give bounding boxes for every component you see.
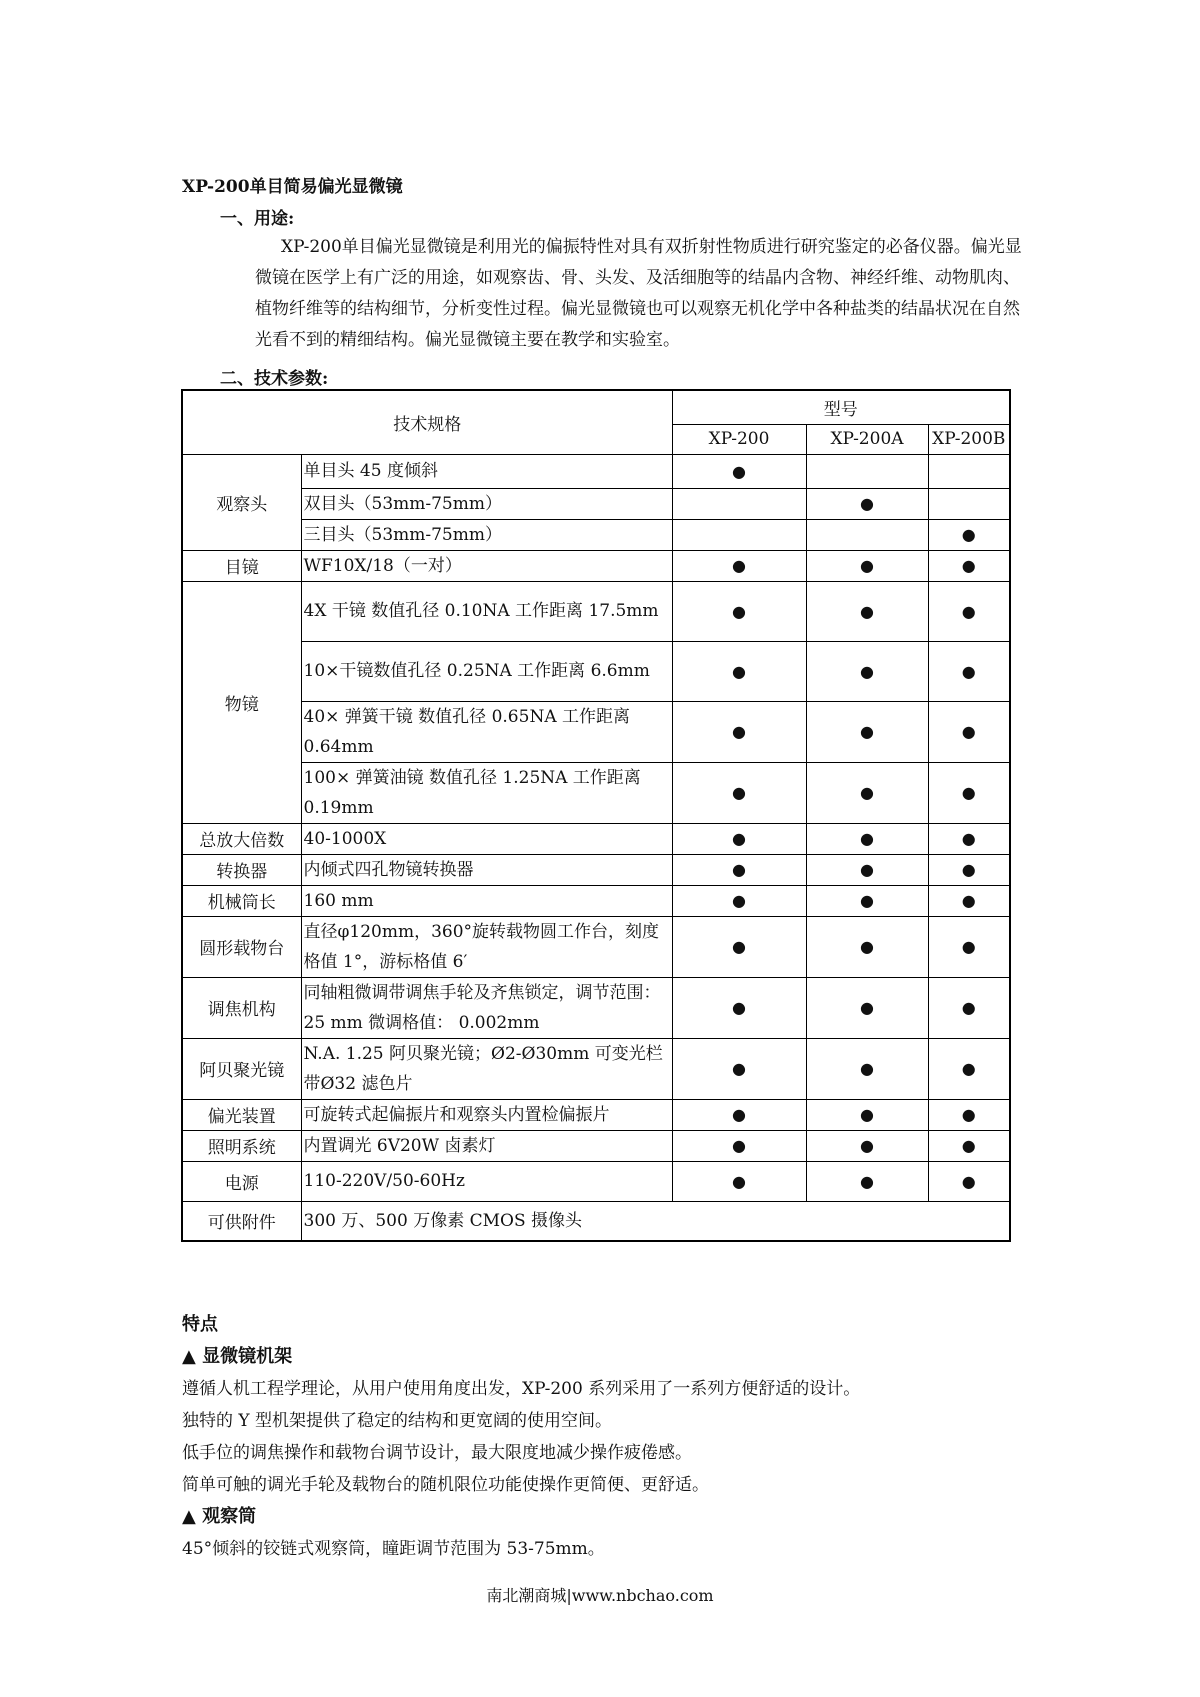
dot-mark-icon: ● [732,661,746,681]
model-1-mark-cell [806,519,928,550]
dot-mark-icon: ● [732,601,746,621]
model-1-header: XP-200A [806,424,928,454]
model-0-mark-cell [672,1130,806,1161]
spec-cell: 内置调光 6V20W 卤素灯 [301,1130,672,1161]
model-2-mark-cell [928,885,1010,916]
group-name-cell: 总放大倍数 [182,823,301,854]
spec-cell: 双目头（53mm-75mm） [301,488,672,519]
spec-cell: 40-1000X [301,823,672,854]
dot-mark-icon: ● [961,1136,976,1155]
dot-mark-icon: ● [860,556,874,575]
model-2-mark-cell [928,488,1010,519]
model-0-mark-cell [672,641,806,701]
dot-mark-icon: ● [860,494,874,513]
table-row [182,581,1010,641]
model-0-mark-cell [672,1038,806,1099]
dot-mark-icon: ● [860,661,874,681]
model-0-mark-cell [672,454,806,488]
group-name-cell: 照明系统 [182,1130,301,1161]
table-row [182,550,1010,581]
dot-mark-icon: ● [860,891,874,910]
dot-mark-icon: ● [732,860,746,879]
dot-mark-icon: ● [860,998,874,1017]
dot-mark-icon: ● [860,1136,874,1155]
dot-mark-icon: ● [732,1105,746,1124]
table-row [182,454,1010,488]
spec-cell: 160 mm [301,885,672,916]
spec-cell: 100× 弹簧油镜 数值孔径 1.25NA 工作距离 0.19mm [301,762,672,823]
group-name-cell: 偏光装置 [182,1099,301,1130]
spec-cell: 直径φ120mm，360°旋转载物圆工作台，刻度格值 1°，游标格值 6′ [301,916,672,977]
table-row [182,1038,1010,1099]
table-row [182,916,1010,977]
feature-heading: ▲ 显微镜机架 [182,1346,293,1367]
model-2-mark-cell [928,854,1010,885]
model-0-mark-cell [672,885,806,916]
model-2-mark-cell [928,1161,1010,1201]
dot-mark-icon: ● [860,1171,874,1191]
model-1-mark-cell [806,885,928,916]
feature-line: 45°倾斜的铰链式观察筒，瞳距调节范围为 53-75mm。 [182,1539,605,1559]
group-name-cell: 阿贝聚光镜 [182,1038,301,1099]
model-1-mark-cell [806,823,928,854]
spec-cell: 可旋转式起偏振片和观察头内置检偏振片 [301,1099,672,1130]
dot-mark-icon: ● [732,998,746,1017]
features-title: 特点 [182,1314,218,1335]
spec-cell: 同轴粗微调带调焦手轮及齐焦锁定，调节范围：25 mm 微调格值： 0.002mm [301,977,672,1038]
table-row [182,701,1010,762]
group-name-cell: 机械筒长 [182,885,301,916]
spec-cell: 4X 干镜 数值孔径 0.10NA 工作距离 17.5mm [301,581,672,641]
model-1-mark-cell [806,854,928,885]
model-0-mark-cell [672,1099,806,1130]
dot-mark-icon: ● [732,461,746,481]
dot-mark-icon: ● [860,601,874,621]
model-2-mark-cell [928,641,1010,701]
table-row [182,1130,1010,1161]
model-0-mark-cell [672,488,806,519]
model-0-mark-cell [672,854,806,885]
table-row [182,519,1010,550]
dot-mark-icon: ● [860,829,874,848]
dot-mark-icon: ● [961,860,976,879]
dot-mark-icon: ● [961,525,976,544]
group-name-cell: 调焦机构 [182,977,301,1038]
spec-cell: 单目头 45 度倾斜 [301,454,672,488]
model-1-mark-cell [806,1130,928,1161]
dot-mark-icon: ● [732,829,746,848]
model-0-header: XP-200 [672,424,806,454]
accessory-spec-cell: 300 万、500 万像素 CMOS 摄像头 [301,1201,1010,1241]
model-0-mark-cell [672,762,806,823]
model-header-cell: 型号 [672,390,1010,424]
footer: 南北潮商城|www.nbchao.com [486,1586,714,1605]
model-1-mark-cell [806,1099,928,1130]
table-row [182,1099,1010,1130]
dot-mark-icon: ● [961,601,976,621]
model-1-mark-cell [806,701,928,762]
dot-mark-icon: ● [860,783,874,802]
dot-mark-icon: ● [860,722,874,741]
model-0-mark-cell [672,916,806,977]
model-0-mark-cell [672,1161,806,1201]
table-row [182,1161,1010,1201]
model-1-mark-cell [806,641,928,701]
dot-mark-icon: ● [732,937,746,956]
model-2-mark-cell [928,519,1010,550]
feature-line: 低手位的调焦操作和载物台调节设计，最大限度地减少操作疲倦感。 [182,1443,692,1463]
section-heading-specs: 二、技术参数: [220,369,329,389]
dot-mark-icon: ● [961,937,976,956]
dot-mark-icon: ● [961,1171,976,1191]
dot-mark-icon: ● [961,722,976,741]
feature-line: 遵循人机工程学理论，从用户使用角度出发，XP-200 系列采用了一系列方便舒适的设计。 [182,1379,861,1399]
model-1-mark-cell [806,977,928,1038]
model-1-mark-cell [806,916,928,977]
feature-line: 独特的 Y 型机架提供了稳定的结构和更宽阔的使用空间。 [182,1411,613,1431]
dot-mark-icon: ● [860,937,874,956]
model-2-mark-cell [928,762,1010,823]
model-1-mark-cell [806,762,928,823]
dot-mark-icon: ● [961,1059,976,1078]
group-name-cell: 圆形载物台 [182,916,301,977]
dot-mark-icon: ● [961,829,976,848]
model-2-mark-cell [928,550,1010,581]
model-2-mark-cell [928,701,1010,762]
model-2-mark-cell [928,454,1010,488]
group-name-cell: 观察头 [182,454,301,550]
dot-mark-icon: ● [732,556,746,575]
table-row [182,854,1010,885]
model-1-mark-cell [806,488,928,519]
dot-mark-icon: ● [732,783,746,802]
dot-mark-icon: ● [961,1105,976,1124]
model-1-mark-cell [806,1038,928,1099]
model-1-mark-cell [806,1161,928,1201]
dot-mark-icon: ● [961,783,976,802]
dot-mark-icon: ● [961,891,976,910]
group-name-cell: 转换器 [182,854,301,885]
spec-cell: 110-220V/50-60Hz [301,1161,672,1201]
table-row [182,977,1010,1038]
table-row [182,823,1010,854]
table-row [182,641,1010,701]
dot-mark-icon: ● [961,998,976,1017]
model-1-mark-cell [806,550,928,581]
section-heading-usage: 一、用途: [220,209,295,229]
model-2-mark-cell [928,823,1010,854]
document-title: XP-200单目简易偏光显微镜 [182,177,403,197]
spec-cell: 三目头（53mm-75mm） [301,519,672,550]
dot-mark-icon: ● [732,722,746,741]
group-name-cell: 电源 [182,1161,301,1201]
dot-mark-icon: ● [860,860,874,879]
model-2-mark-cell [928,581,1010,641]
dot-mark-icon: ● [961,556,976,575]
model-0-mark-cell [672,581,806,641]
table-row [182,885,1010,916]
dot-mark-icon: ● [732,891,746,910]
model-2-mark-cell [928,1038,1010,1099]
model-0-mark-cell [672,823,806,854]
table-row [182,762,1010,823]
model-0-mark-cell [672,701,806,762]
group-name-cell: 物镜 [182,581,301,823]
model-2-mark-cell [928,977,1010,1038]
model-2-mark-cell [928,1099,1010,1130]
model-2-mark-cell [928,1130,1010,1161]
feature-line: 简单可触的调光手轮及载物台的随机限位功能使操作更简便、更舒适。 [182,1475,709,1495]
spec-cell: N.A. 1.25 阿贝聚光镜；Ø2-Ø30mm 可变光栏带Ø32 滤色片 [301,1038,672,1099]
spec-table [181,389,1011,1242]
dot-mark-icon: ● [860,1059,874,1078]
model-0-mark-cell [672,550,806,581]
dot-mark-icon: ● [860,1105,874,1124]
spec-cell: WF10X/18（一对） [301,550,672,581]
dot-mark-icon: ● [732,1136,746,1155]
group-name-cell: 目镜 [182,550,301,581]
accessory-name-cell: 可供附件 [182,1201,301,1241]
model-0-mark-cell [672,519,806,550]
model-2-header: XP-200B [928,424,1010,454]
dot-mark-icon: ● [732,1171,746,1191]
feature-heading: ▲ 观察筒 [182,1506,257,1527]
model-2-mark-cell [928,916,1010,977]
spec-header-cell: 技术规格 [182,390,672,454]
table-row [182,488,1010,519]
spec-cell: 40× 弹簧干镜 数值孔径 0.65NA 工作距离 0.64mm [301,701,672,762]
model-1-mark-cell [806,581,928,641]
usage-paragraph: XP-200单目偏光显微镜是利用光的偏振特性对具有双折射性物质进行研究鉴定的必备仪器。偏光显微镜在医学上有广泛的用途，如观察齿、骨、头发、及活细胞等的结晶内含物、神经纤维、动物肌肉、植物纤维等的结构细节，分析变性过程。偏光显微镜也可以观察无机化学中各种盐类的结晶状况在自然光看不到的精细结构。偏光显微镜主要在教学和实验室。 [255,237,1022,350]
model-0-mark-cell [672,977,806,1038]
dot-mark-icon: ● [961,661,976,681]
spec-cell: 10×干镜数值孔径 0.25NA 工作距离 6.6mm [301,641,672,701]
dot-mark-icon: ● [732,1059,746,1078]
spec-cell: 内倾式四孔物镜转换器 [301,854,672,885]
model-1-mark-cell [806,454,928,488]
